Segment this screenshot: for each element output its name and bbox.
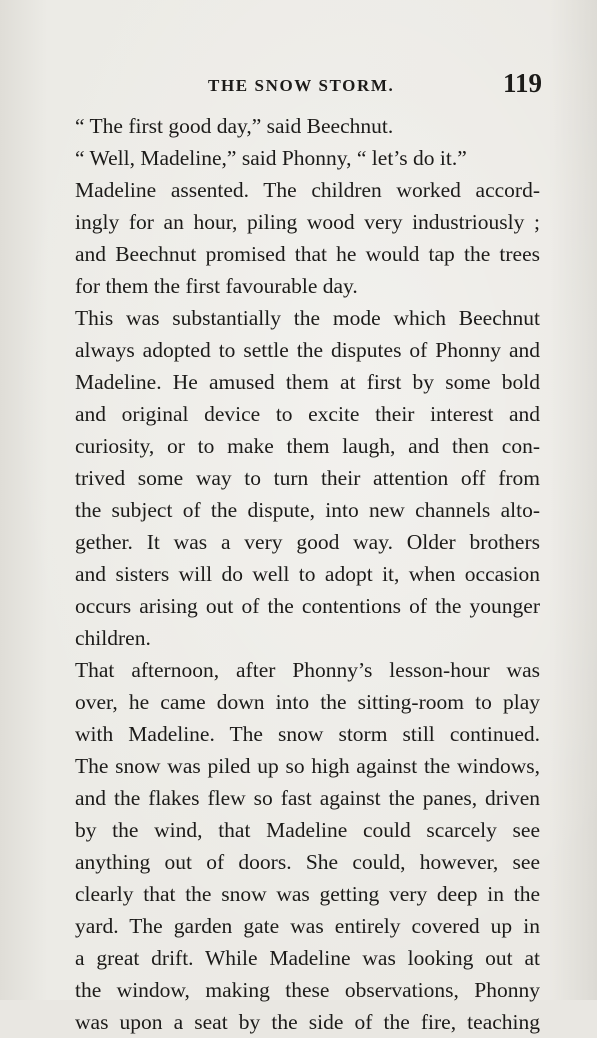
text-line: the window, making these observations, Phonny [75, 978, 540, 1002]
text-line: This was substantially the mode which Beechnut [75, 306, 540, 330]
text-line: for them the first favourable day. [75, 274, 358, 298]
text-line: gether. It was a very good way. Older brothers [75, 530, 540, 554]
text-line: Madeline assented. The children worked accord- [75, 178, 540, 202]
text-line: by the wind, that Madeline could scarcely see [75, 818, 540, 842]
text-line: with Madeline. The snow storm still continued. [75, 722, 540, 746]
text-line: ingly for an hour, piling wood very industriously ; [75, 210, 540, 234]
page-header [0, 68, 597, 102]
text-line: a great drift. While Madeline was looking out at [75, 946, 540, 970]
text-line: “ Well, Madeline,” said Phonny, “ let’s do it.” [75, 146, 467, 170]
text-line: was upon a seat by the side of the fire, teaching [75, 1010, 540, 1034]
text-line: yard. The garden gate was entirely covered up in [75, 914, 540, 938]
text-line: “ The first good day,” said Beechnut. [75, 114, 394, 138]
text-line: trived some way to turn their attention off from [75, 466, 540, 490]
text-line: clearly that the snow was getting very deep in the [75, 882, 540, 906]
text-line: and sisters will do well to adopt it, when occasion [75, 562, 540, 586]
text-line: the subject of the dispute, into new channels alto- [75, 498, 540, 522]
text-line: anything out of doors. She could, however, see [75, 850, 540, 874]
text-line: curiosity, or to make them laugh, and then con- [75, 434, 540, 458]
text-line: over, he came down into the sitting-room to play [75, 690, 540, 714]
page-number: 119 [503, 68, 543, 98]
text-line: and the flakes flew so fast against the panes, driven [75, 786, 540, 810]
text-line: That afternoon, after Phonny’s lesson-hour was [75, 658, 540, 682]
text-line: and Beechnut promised that he would tap the trees [75, 242, 540, 266]
text-line: children. [75, 626, 151, 650]
text-line: Madeline. He amused them at first by some bold [75, 370, 540, 394]
body-text [75, 110, 540, 1038]
text-line: The snow was piled up so high against the windows, [75, 754, 540, 778]
text-line: and original device to excite their interest and [75, 402, 540, 426]
text-line: occurs arising out of the contentions of the younger [75, 594, 540, 618]
running-title: THE SNOW STORM. [208, 76, 395, 95]
text-line: always adopted to settle the disputes of Phonny and [75, 338, 540, 362]
